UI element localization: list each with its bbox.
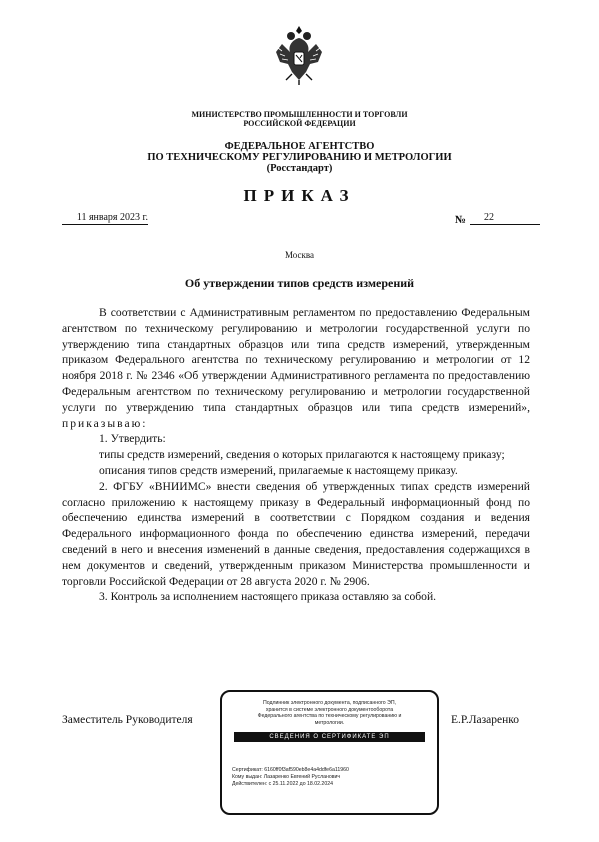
- ministry-line-1: МИНИСТЕРСТВО ПРОМЫШЛЕННОСТИ И ТОРГОВЛИ: [191, 110, 408, 119]
- agency-line-2: ПО ТЕХНИЧЕСКОМУ РЕГУЛИРОВАНИЮ И МЕТРОЛОГИИ: [147, 152, 452, 163]
- ministry-name: [0, 110, 599, 128]
- order-verb: приказываю:: [62, 416, 148, 430]
- electronic-signature-stamp: [220, 690, 439, 815]
- order-heading: Об утверждении типов средств измерений: [184, 276, 415, 290]
- coat-of-arms-icon: [272, 22, 326, 86]
- item-1b: описания типов средств измерений, прилагаемые к настоящему приказу.: [99, 463, 458, 477]
- agency-name: [0, 141, 599, 174]
- certificate-validity: Действителен: с 25.11.2022 до 18.02.2024: [232, 780, 333, 787]
- preamble-text: В соответствии с Административным регламентом по предоставлению Федеральным агентством по техническому регулированию и метрологии государственной услуги по утверждению типа стандартных образцов или типа средств измерений, утвержденным приказом Федерального агентства по техническому регулированию и метрологии от 12 ноября 2018 г. № 2346 «Об утверждении Административного регламента по предоставлению Федеральным агентством по техническому регулированию и метрологии государственной услуги по утверждению типа стандартных образцов или типа средств измерений»,: [62, 306, 530, 414]
- item-1: 1. Утвердить:: [99, 432, 166, 446]
- agency-line-3: (Росстандарт): [266, 163, 333, 174]
- stamp-header: [228, 700, 431, 726]
- order-date: 11 января 2023 г.: [62, 212, 148, 225]
- item-1a: типы средств измерений, сведения о которых прилагаются к настоящему приказу;: [99, 448, 505, 462]
- ministry-line-2: РОССИЙСКОЙ ФЕДЕРАЦИИ: [243, 119, 356, 128]
- stamp-head-line-3: Федерального агентства по техническому регулированию и: [257, 713, 402, 720]
- item-3: 3. Контроль за исполнением настоящего приказа оставляю за собой.: [99, 590, 437, 604]
- order-title: ПРИКАЗ: [243, 186, 356, 205]
- signatory-position: Заместитель Руководителя: [62, 714, 193, 726]
- stamp-head-line-2: хранится в системе электронного документооборота: [265, 706, 394, 713]
- preamble-paragraph: [62, 305, 530, 431]
- stamp-head-line-4: метрологии.: [314, 719, 345, 726]
- certificate-owner: Кому выдан: Лазаренко Евгений Русланович: [232, 773, 341, 780]
- agency-line-1: ФЕДЕРАЛЬНОЕ АГЕНТСТВО: [224, 141, 375, 152]
- item-2: 2. ФГБУ «ВНИИМС» внести сведения об утвержденных типах средств измерений согласно приложению к настоящему приказу в Федеральный информационный фонд по обеспечению единства измерений в соответствии с Порядком создания и ведения Федерального информационного фонда по обеспечению единства измерений, передачи сведений в него и внесения изменений в данные сведения, предоставления содержащихся в нем документов и сведений, утвержденным приказом Министерства промышленности и торговли Российской Федерации от 28 августа 2020 г. № 2906.: [62, 479, 530, 588]
- stamp-head-line-1: Подлинник электронного документа, подписанного ЭП,: [262, 700, 396, 706]
- order-body: [62, 305, 530, 605]
- certificate-id: Сертификат: 6160ff0f3af590eb8e4a4ddfe6a11960: [232, 767, 349, 773]
- order-number: 22: [470, 212, 540, 225]
- stamp-title-bar: СВЕДЕНИЯ О СЕРТИФИКАТЕ ЭП: [234, 732, 425, 742]
- stamp-certificate-info: [232, 767, 431, 787]
- signatory-name: Е.Р.Лазаренко: [451, 714, 520, 726]
- number-sign: №: [455, 214, 467, 226]
- city: Москва: [285, 250, 314, 260]
